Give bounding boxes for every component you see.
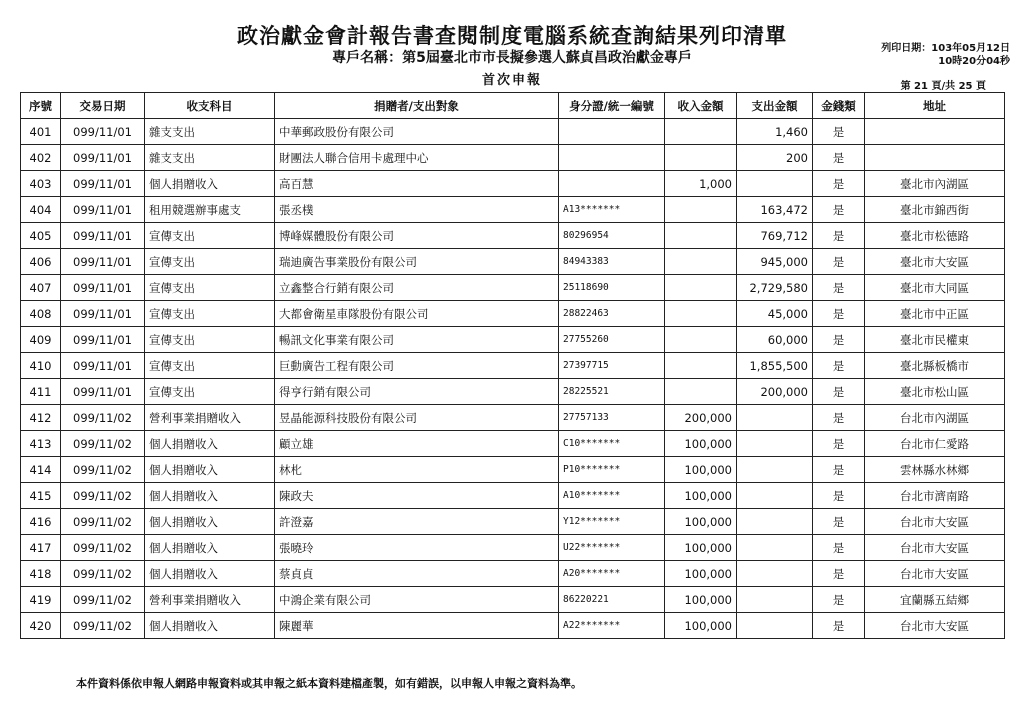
- cell-col-id: 80296954: [559, 223, 665, 249]
- cell-col-expense: [737, 171, 813, 197]
- cell-col-address: 臺北市錦西街: [865, 197, 1005, 223]
- print-date: 列印日期：103年05月12日: [881, 43, 1010, 54]
- cell-col-category: 雜支支出: [145, 119, 275, 145]
- cell-col-address: 台北市大安區: [865, 561, 1005, 587]
- cell-col-seq: 405: [21, 223, 61, 249]
- cell-col-donor: 張曉玲: [275, 535, 559, 561]
- table-row: [21, 431, 1005, 457]
- table-row: [21, 145, 1005, 171]
- cell-col-donor: 顧立雄: [275, 431, 559, 457]
- cell-col-cash: 是: [813, 587, 865, 613]
- cell-col-donor: 瑞迪廣告事業股份有限公司: [275, 249, 559, 275]
- cell-col-income: [665, 301, 737, 327]
- cell-col-cash: 是: [813, 379, 865, 405]
- cell-col-category: 租用競選辦事處支: [145, 197, 275, 223]
- table-row: [21, 587, 1005, 613]
- cell-col-cash: 是: [813, 353, 865, 379]
- cell-col-date: 099/11/01: [61, 197, 145, 223]
- table-row: [21, 327, 1005, 353]
- table-row: [21, 405, 1005, 431]
- cell-col-donor: 得亨行銷有限公司: [275, 379, 559, 405]
- cell-col-id: [559, 145, 665, 171]
- cell-col-id: A22*******: [559, 613, 665, 639]
- cell-col-date: 099/11/01: [61, 119, 145, 145]
- table-row: [21, 483, 1005, 509]
- cell-col-seq: 401: [21, 119, 61, 145]
- cell-col-date: 099/11/02: [61, 431, 145, 457]
- cell-col-cash: 是: [813, 535, 865, 561]
- cell-col-id: A20*******: [559, 561, 665, 587]
- cell-col-address: 台北市濟南路: [865, 483, 1005, 509]
- cell-col-date: 099/11/02: [61, 483, 145, 509]
- cell-col-cash: 是: [813, 483, 865, 509]
- cell-col-category: 個人捐贈收入: [145, 483, 275, 509]
- cell-col-cash: 是: [813, 119, 865, 145]
- cell-col-address: 臺北市松德路: [865, 223, 1005, 249]
- cell-col-address: 台北市大安區: [865, 613, 1005, 639]
- cell-col-category: 營利事業捐贈收入: [145, 405, 275, 431]
- cell-col-donor: 林朼: [275, 457, 559, 483]
- cell-col-cash: 是: [813, 171, 865, 197]
- cell-col-id: C10*******: [559, 431, 665, 457]
- cell-col-cash: 是: [813, 561, 865, 587]
- cell-col-category: 雜支支出: [145, 145, 275, 171]
- cell-col-donor: 昱晶能源科技股份有限公司: [275, 405, 559, 431]
- cell-col-seq: 419: [21, 587, 61, 613]
- cell-col-address: 臺北市松山區: [865, 379, 1005, 405]
- cell-col-cash: 是: [813, 457, 865, 483]
- cell-col-expense: 945,000: [737, 249, 813, 275]
- header-col-id: 身分證/統一編號: [559, 93, 665, 119]
- records-table: [20, 92, 1005, 639]
- table-header-row: [21, 93, 1005, 119]
- cell-col-address: 臺北市大同區: [865, 275, 1005, 301]
- header-col-date: 交易日期: [61, 93, 145, 119]
- cell-col-category: 個人捐贈收入: [145, 561, 275, 587]
- cell-col-address: [865, 145, 1005, 171]
- cell-col-category: 個人捐贈收入: [145, 535, 275, 561]
- print-time: 10時20分04秒: [938, 56, 1010, 67]
- table-row: [21, 535, 1005, 561]
- cell-col-expense: 200,000: [737, 379, 813, 405]
- cell-col-date: 099/11/01: [61, 353, 145, 379]
- cell-col-expense: 1,460: [737, 119, 813, 145]
- cell-col-seq: 418: [21, 561, 61, 587]
- cell-col-seq: 404: [21, 197, 61, 223]
- cell-col-cash: 是: [813, 327, 865, 353]
- cell-col-date: 099/11/01: [61, 275, 145, 301]
- cell-col-date: 099/11/01: [61, 223, 145, 249]
- cell-col-income: 100,000: [665, 613, 737, 639]
- cell-col-seq: 409: [21, 327, 61, 353]
- cell-col-category: 宣傳支出: [145, 301, 275, 327]
- cell-col-expense: 45,000: [737, 301, 813, 327]
- cell-col-income: [665, 119, 737, 145]
- cell-col-seq: 417: [21, 535, 61, 561]
- cell-col-id: 86220221: [559, 587, 665, 613]
- cell-col-category: 宣傳支出: [145, 353, 275, 379]
- cell-col-expense: [737, 587, 813, 613]
- cell-col-id: 27755260: [559, 327, 665, 353]
- cell-col-cash: 是: [813, 223, 865, 249]
- cell-col-income: [665, 275, 737, 301]
- report-type: 首次申報: [481, 73, 542, 88]
- cell-col-expense: 769,712: [737, 223, 813, 249]
- cell-col-seq: 416: [21, 509, 61, 535]
- cell-col-income: [665, 145, 737, 171]
- cell-col-income: 100,000: [665, 431, 737, 457]
- cell-col-cash: 是: [813, 405, 865, 431]
- cell-col-id: [559, 119, 665, 145]
- cell-col-expense: [737, 457, 813, 483]
- cell-col-income: [665, 353, 737, 379]
- cell-col-id: 28822463: [559, 301, 665, 327]
- table-row: [21, 223, 1005, 249]
- table-row: [21, 249, 1005, 275]
- cell-col-donor: 中鴻企業有限公司: [275, 587, 559, 613]
- cell-col-income: [665, 379, 737, 405]
- cell-col-seq: 406: [21, 249, 61, 275]
- cell-col-expense: 200: [737, 145, 813, 171]
- cell-col-seq: 408: [21, 301, 61, 327]
- cell-col-seq: 407: [21, 275, 61, 301]
- cell-col-donor: 財團法人聯合信用卡處理中心: [275, 145, 559, 171]
- cell-col-cash: 是: [813, 431, 865, 457]
- cell-col-seq: 412: [21, 405, 61, 431]
- cell-col-address: 臺北市民權東: [865, 327, 1005, 353]
- cell-col-expense: [737, 483, 813, 509]
- cell-col-cash: 是: [813, 145, 865, 171]
- cell-col-cash: 是: [813, 613, 865, 639]
- cell-col-id: 25118690: [559, 275, 665, 301]
- cell-col-expense: 1,855,500: [737, 353, 813, 379]
- cell-col-date: 099/11/01: [61, 301, 145, 327]
- cell-col-cash: 是: [813, 249, 865, 275]
- cell-col-donor: 中華郵政股份有限公司: [275, 119, 559, 145]
- cell-col-date: 099/11/02: [61, 561, 145, 587]
- cell-col-category: 宣傳支出: [145, 275, 275, 301]
- cell-col-cash: 是: [813, 275, 865, 301]
- cell-col-address: 臺北縣板橋市: [865, 353, 1005, 379]
- cell-col-donor: 許澄嘉: [275, 509, 559, 535]
- account-name: 專戶名稱：第5屆臺北市市長擬參選人蘇貞昌政治獻金專戶: [332, 50, 692, 66]
- cell-col-id: U22*******: [559, 535, 665, 561]
- cell-col-seq: 411: [21, 379, 61, 405]
- cell-col-expense: [737, 405, 813, 431]
- cell-col-seq: 420: [21, 613, 61, 639]
- table-row: [21, 353, 1005, 379]
- header-col-donor: 捐贈者/支出對象: [275, 93, 559, 119]
- cell-col-address: 台北市大安區: [865, 535, 1005, 561]
- cell-col-address: 臺北市中正區: [865, 301, 1005, 327]
- cell-col-seq: 415: [21, 483, 61, 509]
- cell-col-expense: [737, 561, 813, 587]
- cell-col-id: 28225521: [559, 379, 665, 405]
- print-timestamp: [840, 42, 1010, 68]
- cell-col-income: 100,000: [665, 509, 737, 535]
- cell-col-category: 個人捐贈收入: [145, 509, 275, 535]
- cell-col-donor: 蔡貞貞: [275, 561, 559, 587]
- cell-col-expense: [737, 535, 813, 561]
- cell-col-address: 宜蘭縣五結鄉: [865, 587, 1005, 613]
- cell-col-seq: 402: [21, 145, 61, 171]
- cell-col-date: 099/11/02: [61, 587, 145, 613]
- cell-col-income: [665, 197, 737, 223]
- header-col-expense: 支出金額: [737, 93, 813, 119]
- page-indicator: 第 21 頁/共 25 頁: [900, 81, 986, 92]
- cell-col-date: 099/11/01: [61, 379, 145, 405]
- cell-col-seq: 403: [21, 171, 61, 197]
- cell-col-id: Y12*******: [559, 509, 665, 535]
- cell-col-id: [559, 171, 665, 197]
- cell-col-address: [865, 119, 1005, 145]
- cell-col-expense: 2,729,580: [737, 275, 813, 301]
- cell-col-donor: 陳麗華: [275, 613, 559, 639]
- header-col-seq: 序號: [21, 93, 61, 119]
- cell-col-date: 099/11/02: [61, 405, 145, 431]
- header-col-address: 地址: [865, 93, 1005, 119]
- cell-col-income: 100,000: [665, 535, 737, 561]
- cell-col-seq: 410: [21, 353, 61, 379]
- cell-col-date: 099/11/01: [61, 249, 145, 275]
- cell-col-id: A13*******: [559, 197, 665, 223]
- table-row: [21, 301, 1005, 327]
- table-row: [21, 197, 1005, 223]
- cell-col-category: 宣傳支出: [145, 223, 275, 249]
- table-row: [21, 457, 1005, 483]
- cell-col-date: 099/11/02: [61, 509, 145, 535]
- table-row: [21, 119, 1005, 145]
- cell-col-category: 宣傳支出: [145, 249, 275, 275]
- cell-col-date: 099/11/02: [61, 613, 145, 639]
- cell-col-seq: 414: [21, 457, 61, 483]
- cell-col-income: 100,000: [665, 587, 737, 613]
- cell-col-category: 宣傳支出: [145, 327, 275, 353]
- header-col-cash: 金錢類: [813, 93, 865, 119]
- cell-col-donor: 立鑫整合行銷有限公司: [275, 275, 559, 301]
- cell-col-income: 100,000: [665, 457, 737, 483]
- cell-col-donor: 張丞樸: [275, 197, 559, 223]
- cell-col-address: 台北市仁愛路: [865, 431, 1005, 457]
- cell-col-address: 臺北市大安區: [865, 249, 1005, 275]
- cell-col-category: 個人捐贈收入: [145, 613, 275, 639]
- cell-col-seq: 413: [21, 431, 61, 457]
- cell-col-income: [665, 249, 737, 275]
- cell-col-date: 099/11/01: [61, 145, 145, 171]
- cell-col-address: 臺北市內湖區: [865, 171, 1005, 197]
- cell-col-date: 099/11/02: [61, 457, 145, 483]
- cell-col-income: [665, 223, 737, 249]
- header-col-category: 收支科目: [145, 93, 275, 119]
- cell-col-donor: 暢訊文化事業有限公司: [275, 327, 559, 353]
- cell-col-date: 099/11/01: [61, 171, 145, 197]
- cell-col-income: 1,000: [665, 171, 737, 197]
- cell-col-donor: 博峰媒體股份有限公司: [275, 223, 559, 249]
- table-row: [21, 613, 1005, 639]
- cell-col-date: 099/11/02: [61, 535, 145, 561]
- cell-col-expense: 60,000: [737, 327, 813, 353]
- cell-col-category: 宣傳支出: [145, 379, 275, 405]
- table-row: [21, 171, 1005, 197]
- cell-col-category: 個人捐贈收入: [145, 171, 275, 197]
- cell-col-id: 27397715: [559, 353, 665, 379]
- cell-col-id: A10*******: [559, 483, 665, 509]
- cell-col-address: 台北市內湖區: [865, 405, 1005, 431]
- cell-col-donor: 巨動廣告工程有限公司: [275, 353, 559, 379]
- cell-col-expense: [737, 613, 813, 639]
- table-row: [21, 379, 1005, 405]
- footer-note: 本件資料係依申報人網路申報資料或其申報之紙本資料建檔產製，如有錯誤，以申報人申報之資料為準。: [76, 677, 582, 690]
- cell-col-donor: 大都會衛星車隊股份有限公司: [275, 301, 559, 327]
- cell-col-cash: 是: [813, 197, 865, 223]
- cell-col-expense: 163,472: [737, 197, 813, 223]
- header-col-income: 收入金額: [665, 93, 737, 119]
- cell-col-id: P10*******: [559, 457, 665, 483]
- cell-col-category: 個人捐贈收入: [145, 431, 275, 457]
- cell-col-cash: 是: [813, 509, 865, 535]
- cell-col-cash: 是: [813, 301, 865, 327]
- cell-col-income: 100,000: [665, 483, 737, 509]
- cell-col-expense: [737, 509, 813, 535]
- cell-col-income: 200,000: [665, 405, 737, 431]
- table-row: [21, 509, 1005, 535]
- cell-col-category: 營利事業捐贈收入: [145, 587, 275, 613]
- cell-col-income: 100,000: [665, 561, 737, 587]
- cell-col-donor: 高百慧: [275, 171, 559, 197]
- cell-col-expense: [737, 431, 813, 457]
- cell-col-address: 雲林縣水林鄉: [865, 457, 1005, 483]
- document-title: 政治獻金會計報告書查閱制度電腦系統查詢結果列印清單: [237, 24, 787, 48]
- table-body: [21, 119, 1005, 639]
- cell-col-income: [665, 327, 737, 353]
- cell-col-donor: 陳政夫: [275, 483, 559, 509]
- table-row: [21, 561, 1005, 587]
- table-row: [21, 275, 1005, 301]
- cell-col-category: 個人捐贈收入: [145, 457, 275, 483]
- cell-col-id: 84943383: [559, 249, 665, 275]
- cell-col-id: 27757133: [559, 405, 665, 431]
- cell-col-date: 099/11/01: [61, 327, 145, 353]
- cell-col-address: 台北市大安區: [865, 509, 1005, 535]
